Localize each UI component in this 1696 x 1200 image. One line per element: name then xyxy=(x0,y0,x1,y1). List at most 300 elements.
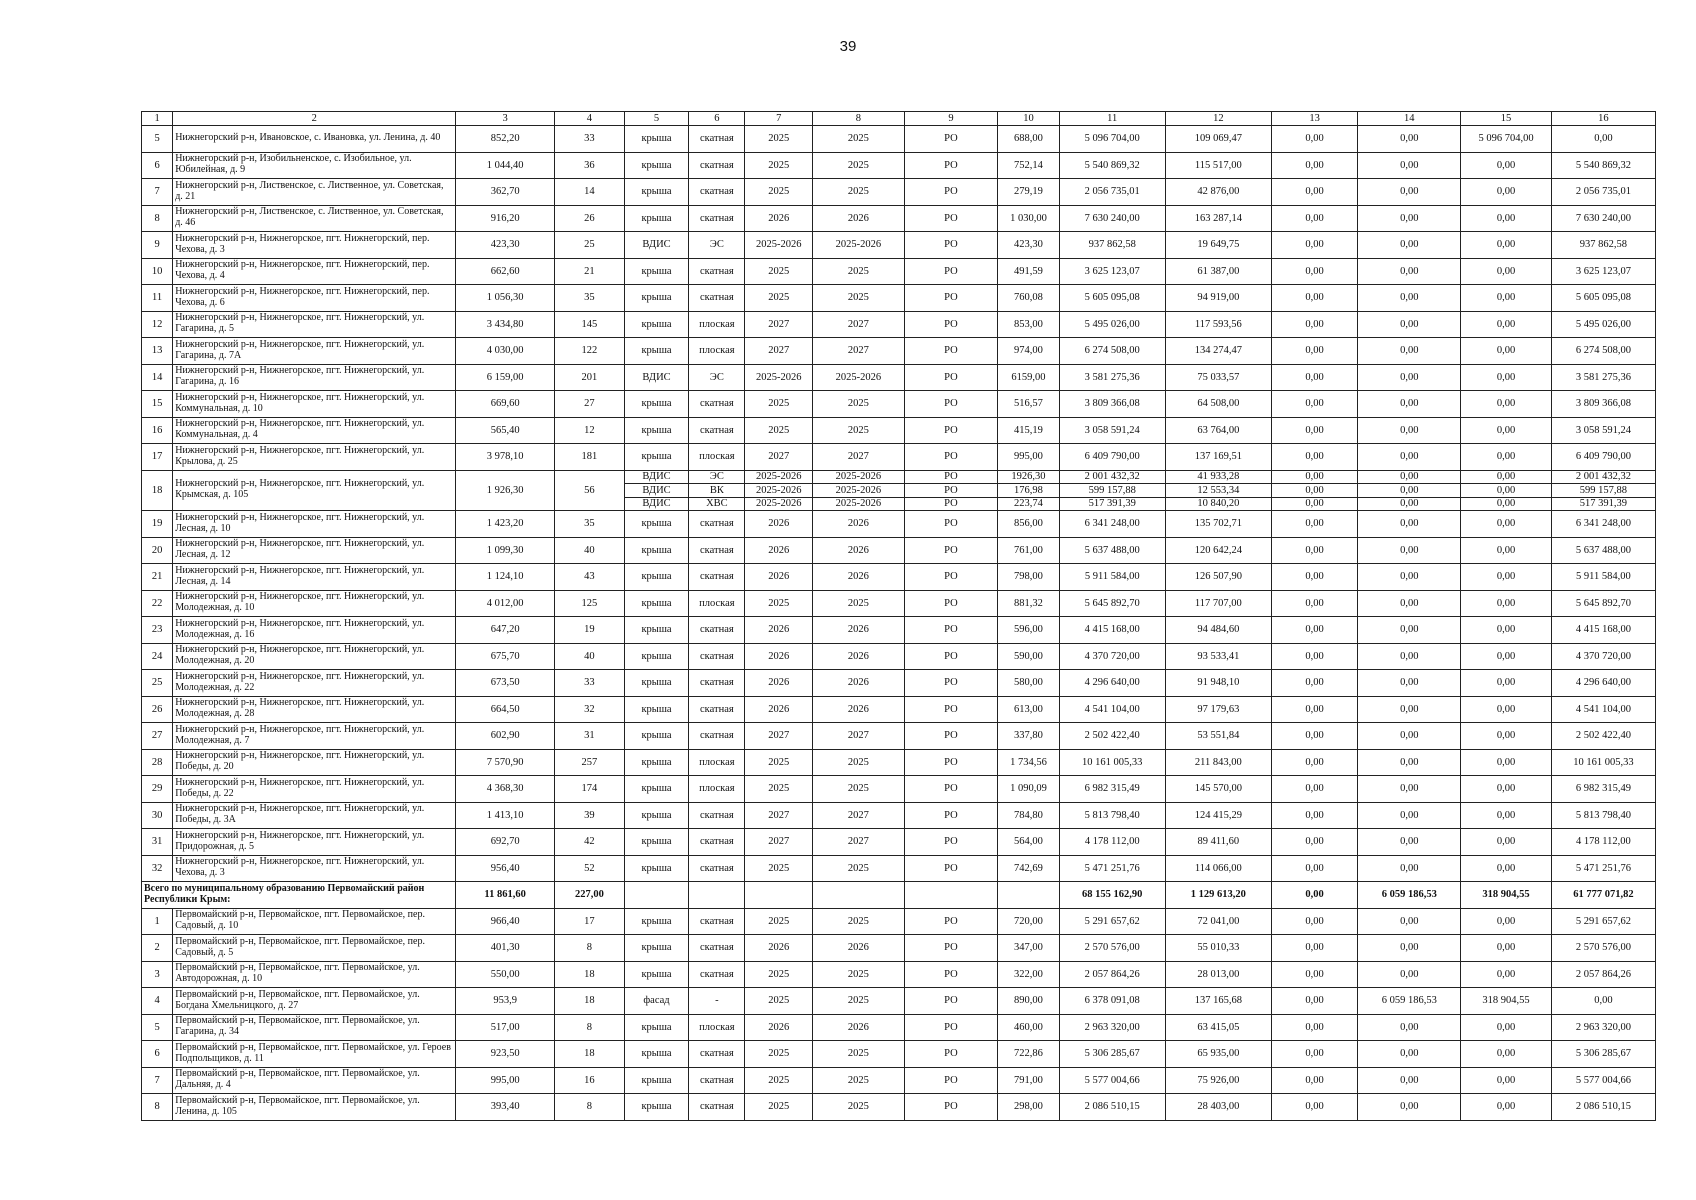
table-cell: крыша xyxy=(624,1041,689,1068)
table-row xyxy=(142,961,1656,988)
table-cell: 0,00 xyxy=(1461,961,1552,988)
table-cell: 4 178 112,00 xyxy=(1059,829,1165,856)
column-header: 13 xyxy=(1271,112,1357,126)
table-cell: крыша xyxy=(624,152,689,179)
table-cell: скатная xyxy=(689,617,745,644)
table-cell: 201 xyxy=(555,364,625,391)
column-header: 16 xyxy=(1551,112,1655,126)
table-cell: 0,00 xyxy=(1461,391,1552,418)
table-cell xyxy=(624,882,689,909)
table-cell: 91 948,10 xyxy=(1165,670,1271,697)
table-cell: 0,00 xyxy=(1461,444,1552,471)
table-cell: 17 xyxy=(555,908,625,935)
table-cell: 5 813 798,40 xyxy=(1059,802,1165,829)
table-cell: 6 059 186,53 xyxy=(1358,988,1461,1015)
table-cell: 0,00 xyxy=(1461,829,1552,856)
table-row xyxy=(142,643,1656,670)
table-cell: скатная xyxy=(689,1067,745,1094)
table-cell: крыша xyxy=(624,338,689,365)
table-cell: 5 495 026,00 xyxy=(1551,311,1655,338)
table-cell xyxy=(689,882,745,909)
table-cell: крыша xyxy=(624,961,689,988)
table-cell: 5 495 026,00 xyxy=(1059,311,1165,338)
table-cell: 2025 xyxy=(813,749,905,776)
table-cell: 21 xyxy=(142,564,173,591)
table-cell: крыша xyxy=(624,179,689,206)
table-cell: ЭС xyxy=(689,364,745,391)
table-cell: 0,00 xyxy=(1461,338,1552,365)
table-cell: 3 809 366,08 xyxy=(1551,391,1655,418)
table-cell: 1 044,40 xyxy=(456,152,555,179)
table-cell: плоская xyxy=(689,1014,745,1041)
table-cell: 2026 xyxy=(813,511,905,538)
table-row xyxy=(142,537,1656,564)
table-cell: 2025 xyxy=(745,285,813,312)
table-cell: 0,00 xyxy=(1271,696,1357,723)
table-cell: 0,00 xyxy=(1271,484,1357,498)
table-cell: ЭС xyxy=(689,232,745,259)
address-cell: Нижнегорский р-н, Нижнегорское, пгт. Нижнегорский, ул. Гагарина, д. 16 xyxy=(173,364,456,391)
table-cell: 0,00 xyxy=(1358,511,1461,538)
table-cell: 31 xyxy=(555,723,625,750)
table-cell: 0,00 xyxy=(1461,776,1552,803)
table-cell: 2025-2026 xyxy=(745,470,813,484)
table-cell: крыша xyxy=(624,855,689,882)
table-cell: 0,00 xyxy=(1358,723,1461,750)
table-cell: 923,50 xyxy=(456,1041,555,1068)
table-cell: 2 xyxy=(142,935,173,962)
table-cell: 2 001 432,32 xyxy=(1551,470,1655,484)
table-cell: РО xyxy=(904,670,998,697)
table-cell: 0,00 xyxy=(1461,723,1552,750)
table-cell: РО xyxy=(904,617,998,644)
table-cell: 890,00 xyxy=(998,988,1059,1015)
table-cell: 2027 xyxy=(745,802,813,829)
table-cell: крыша xyxy=(624,643,689,670)
table-cell: 2 057 864,26 xyxy=(1551,961,1655,988)
table-cell: РО xyxy=(904,855,998,882)
table-cell: 24 xyxy=(142,643,173,670)
table-cell: 0,00 xyxy=(1461,497,1552,511)
table-cell: 117 707,00 xyxy=(1165,590,1271,617)
column-header: 8 xyxy=(813,112,905,126)
table-cell: скатная xyxy=(689,205,745,232)
table-cell: 0,00 xyxy=(1461,537,1552,564)
address-cell: Нижнегорский р-н, Нижнегорское, пгт. Нижнегорский, ул. Коммунальная, д. 4 xyxy=(173,417,456,444)
table-cell: 29 xyxy=(142,776,173,803)
table-cell: 6 059 186,53 xyxy=(1358,882,1461,909)
table-cell: 2027 xyxy=(813,444,905,471)
table-cell: 2026 xyxy=(745,511,813,538)
table-cell: 415,19 xyxy=(998,417,1059,444)
table-cell: 6 378 091,08 xyxy=(1059,988,1165,1015)
table-cell: 75 926,00 xyxy=(1165,1067,1271,1094)
table-cell: скатная xyxy=(689,258,745,285)
table-cell: 7 630 240,00 xyxy=(1059,205,1165,232)
table-cell: 2 056 735,01 xyxy=(1551,179,1655,206)
table-cell: 752,14 xyxy=(998,152,1059,179)
table-cell: 0,00 xyxy=(1358,364,1461,391)
table-cell: 145 xyxy=(555,311,625,338)
table-cell: 63 764,00 xyxy=(1165,417,1271,444)
table-cell: 2 001 432,32 xyxy=(1059,470,1165,484)
table-cell: скатная xyxy=(689,961,745,988)
table-cell: 760,08 xyxy=(998,285,1059,312)
table-cell: 0,00 xyxy=(1271,511,1357,538)
table-cell: 0,00 xyxy=(1271,643,1357,670)
table-cell: 4 030,00 xyxy=(456,338,555,365)
table-cell: 6 341 248,00 xyxy=(1551,511,1655,538)
table-cell: 856,00 xyxy=(998,511,1059,538)
address-cell: Нижнегорский р-н, Лиственское, с. Лиственное, ул. Советская, д. 46 xyxy=(173,205,456,232)
table-cell: 2 502 422,40 xyxy=(1551,723,1655,750)
table-cell: 0,00 xyxy=(1271,776,1357,803)
table-cell: 56 xyxy=(555,470,625,511)
table-cell: 5 540 869,32 xyxy=(1551,152,1655,179)
table-cell: 2 086 510,15 xyxy=(1551,1094,1655,1121)
table-cell: 0,00 xyxy=(1461,511,1552,538)
table-cell: 0,00 xyxy=(1271,617,1357,644)
header-row xyxy=(142,112,1656,126)
table-cell: 0,00 xyxy=(1271,1041,1357,1068)
table-cell: 720,00 xyxy=(998,908,1059,935)
address-cell: Нижнегорский р-н, Нижнегорское, пгт. Нижнегорский, ул. Гагарина, д. 5 xyxy=(173,311,456,338)
table-cell: РО xyxy=(904,470,998,484)
table-cell: 1 099,30 xyxy=(456,537,555,564)
table-cell: крыша xyxy=(624,205,689,232)
table-cell: 4 368,30 xyxy=(456,776,555,803)
table-cell: 0,00 xyxy=(1271,961,1357,988)
table-cell: 2025-2026 xyxy=(745,364,813,391)
table-cell: 2025 xyxy=(813,855,905,882)
address-cell: Нижнегорский р-н, Нижнегорское, пгт. Нижнегорский, ул. Молодежная, д. 7 xyxy=(173,723,456,750)
table-cell: 0,00 xyxy=(1271,1014,1357,1041)
table-cell: плоская xyxy=(689,338,745,365)
table-cell: плоская xyxy=(689,444,745,471)
table-cell: 2027 xyxy=(813,338,905,365)
table-cell: 8 xyxy=(555,1094,625,1121)
table-cell: 23 xyxy=(142,617,173,644)
table-cell: крыша xyxy=(624,723,689,750)
table-cell: РО xyxy=(904,1014,998,1041)
table-cell: 761,00 xyxy=(998,537,1059,564)
table-cell: 2 056 735,01 xyxy=(1059,179,1165,206)
table-cell: 423,30 xyxy=(998,232,1059,259)
column-header: 10 xyxy=(998,112,1059,126)
table-cell: 517 391,39 xyxy=(1059,497,1165,511)
table-cell: 5 096 704,00 xyxy=(1461,126,1552,153)
address-cell: Нижнегорский р-н, Нижнегорское, пгт. Нижнегорский, пер. Чехова, д. 3 xyxy=(173,232,456,259)
table-cell: РО xyxy=(904,205,998,232)
table-cell xyxy=(904,882,998,909)
table-cell: 0,00 xyxy=(1461,484,1552,498)
table-cell: ХВС xyxy=(689,497,745,511)
table-cell: 0,00 xyxy=(1461,205,1552,232)
table-cell: 0,00 xyxy=(1271,988,1357,1015)
table-cell: 18 xyxy=(555,988,625,1015)
table-cell: 2025-2026 xyxy=(813,497,905,511)
table-cell: 0,00 xyxy=(1358,855,1461,882)
table-cell: 2025 xyxy=(813,258,905,285)
table-cell: 1 030,00 xyxy=(998,205,1059,232)
table-cell: 9 xyxy=(142,232,173,259)
table-cell: скатная xyxy=(689,723,745,750)
table-cell: 0,00 xyxy=(1358,1094,1461,1121)
table-cell: РО xyxy=(904,590,998,617)
table-cell: 0,00 xyxy=(1358,205,1461,232)
table-cell: 2 086 510,15 xyxy=(1059,1094,1165,1121)
table-cell: 2026 xyxy=(813,1014,905,1041)
table-cell: 460,00 xyxy=(998,1014,1059,1041)
table-cell: 109 069,47 xyxy=(1165,126,1271,153)
table-cell: 5 291 657,62 xyxy=(1551,908,1655,935)
table-cell: 5 911 584,00 xyxy=(1551,564,1655,591)
table-cell: 25 xyxy=(142,670,173,697)
address-cell: Первомайский р-н, Первомайское, пгт. Первомайское, ул. Ленина, д. 105 xyxy=(173,1094,456,1121)
table-row xyxy=(142,417,1656,444)
table-cell: плоская xyxy=(689,311,745,338)
table-cell: 2025 xyxy=(813,1094,905,1121)
table-cell: РО xyxy=(904,338,998,365)
table-cell: 16 xyxy=(142,417,173,444)
table-row xyxy=(142,1014,1656,1041)
table-cell: 423,30 xyxy=(456,232,555,259)
table-cell: 937 862,58 xyxy=(1059,232,1165,259)
table-cell: скатная xyxy=(689,417,745,444)
table-cell: 6 xyxy=(142,1041,173,1068)
table-cell: РО xyxy=(904,723,998,750)
table-row xyxy=(142,696,1656,723)
table-cell: 1 129 613,20 xyxy=(1165,882,1271,909)
table-cell: 1 090,09 xyxy=(998,776,1059,803)
table-cell: 8 xyxy=(142,205,173,232)
table-cell: крыша xyxy=(624,590,689,617)
table-cell: крыша xyxy=(624,1094,689,1121)
table-cell: 4 296 640,00 xyxy=(1551,670,1655,697)
table-cell: скатная xyxy=(689,179,745,206)
address-cell: Нижнегорский р-н, Нижнегорское, пгт. Нижнегорский, ул. Лесная, д. 14 xyxy=(173,564,456,591)
table-cell: 596,00 xyxy=(998,617,1059,644)
table-cell: 6 xyxy=(142,152,173,179)
address-cell: Нижнегорский р-н, Нижнегорское, пгт. Нижнегорский, ул. Победы, д. 3А xyxy=(173,802,456,829)
table-cell: 117 593,56 xyxy=(1165,311,1271,338)
table-cell: 956,40 xyxy=(456,855,555,882)
table-cell: 4 012,00 xyxy=(456,590,555,617)
table-cell: 30 xyxy=(142,802,173,829)
table-cell: скатная xyxy=(689,855,745,882)
table-cell: скатная xyxy=(689,643,745,670)
table-cell: ВДИС xyxy=(624,232,689,259)
table-cell: 0,00 xyxy=(1358,497,1461,511)
table-cell: 52 xyxy=(555,855,625,882)
table-cell: 135 702,71 xyxy=(1165,511,1271,538)
table-cell: ВДИС xyxy=(624,497,689,511)
table-cell: 2026 xyxy=(813,537,905,564)
table-cell: 4 415 168,00 xyxy=(1059,617,1165,644)
table-cell: 0,00 xyxy=(1461,564,1552,591)
table-cell: РО xyxy=(904,179,998,206)
table-cell: 2025-2026 xyxy=(813,364,905,391)
table-cell: 137 169,51 xyxy=(1165,444,1271,471)
table-cell: 0,00 xyxy=(1358,908,1461,935)
address-cell: Нижнегорский р-н, Нижнегорское, пгт. Нижнегорский, ул. Лесная, д. 12 xyxy=(173,537,456,564)
table-cell: ВДИС xyxy=(624,470,689,484)
table-cell: 0,00 xyxy=(1461,643,1552,670)
table-cell: 31 xyxy=(142,829,173,856)
table-row xyxy=(142,205,1656,232)
table-cell: 318 904,55 xyxy=(1461,882,1552,909)
table-cell: 565,40 xyxy=(456,417,555,444)
table-cell: крыша xyxy=(624,670,689,697)
table-cell: 3 625 123,07 xyxy=(1059,258,1165,285)
table-cell: 0,00 xyxy=(1271,802,1357,829)
table-cell: скатная xyxy=(689,152,745,179)
table-cell: 393,40 xyxy=(456,1094,555,1121)
table-cell: 42 xyxy=(555,829,625,856)
table-cell: крыша xyxy=(624,776,689,803)
table-cell: 211 843,00 xyxy=(1165,749,1271,776)
table-cell: плоская xyxy=(689,776,745,803)
table-cell: 0,00 xyxy=(1358,152,1461,179)
table-cell: 126 507,90 xyxy=(1165,564,1271,591)
table-cell: 2025 xyxy=(813,1067,905,1094)
table-cell: 2027 xyxy=(745,444,813,471)
table-cell: 5 291 657,62 xyxy=(1059,908,1165,935)
table-cell: 0,00 xyxy=(1271,417,1357,444)
table-cell: 279,19 xyxy=(998,179,1059,206)
table-cell: 362,70 xyxy=(456,179,555,206)
table-cell: 3 809 366,08 xyxy=(1059,391,1165,418)
table-cell: - xyxy=(689,988,745,1015)
table-cell: скатная xyxy=(689,670,745,697)
table-cell: ЭС xyxy=(689,470,745,484)
table-cell: 2025 xyxy=(813,126,905,153)
table-cell: 664,50 xyxy=(456,696,555,723)
table-cell: 0,00 xyxy=(1461,670,1552,697)
table-cell: 516,57 xyxy=(998,391,1059,418)
table-cell: РО xyxy=(904,444,998,471)
table-cell: 3 434,80 xyxy=(456,311,555,338)
table-cell: 134 274,47 xyxy=(1165,338,1271,365)
table-cell: 12 553,34 xyxy=(1165,484,1271,498)
table-cell: 0,00 xyxy=(1358,696,1461,723)
table-cell: 0,00 xyxy=(1271,470,1357,484)
table-cell: скатная xyxy=(689,511,745,538)
table-cell: 0,00 xyxy=(1461,232,1552,259)
table-cell: 0,00 xyxy=(1358,391,1461,418)
table-cell: РО xyxy=(904,285,998,312)
table-cell xyxy=(745,882,813,909)
table-cell: 3 058 591,24 xyxy=(1059,417,1165,444)
table-cell: 0,00 xyxy=(1461,470,1552,484)
column-header: 2 xyxy=(173,112,456,126)
table-cell: 0,00 xyxy=(1271,723,1357,750)
table-cell: РО xyxy=(904,311,998,338)
column-header: 1 xyxy=(142,112,173,126)
table-cell: 4 xyxy=(142,988,173,1015)
table-cell: 0,00 xyxy=(1358,643,1461,670)
table-cell: 550,00 xyxy=(456,961,555,988)
table-cell: 0,00 xyxy=(1461,617,1552,644)
table-cell: РО xyxy=(904,908,998,935)
column-header: 14 xyxy=(1358,112,1461,126)
table-cell: 19 xyxy=(142,511,173,538)
table-cell: 7 630 240,00 xyxy=(1551,205,1655,232)
table-cell: 2025 xyxy=(745,1041,813,1068)
table-cell: 94 919,00 xyxy=(1165,285,1271,312)
table-cell: 42 876,00 xyxy=(1165,179,1271,206)
table-cell: РО xyxy=(904,391,998,418)
table-cell: 2026 xyxy=(745,696,813,723)
table-cell: 2025 xyxy=(745,258,813,285)
table-cell: скатная xyxy=(689,564,745,591)
table-cell: скатная xyxy=(689,391,745,418)
table-cell: 2027 xyxy=(813,723,905,750)
table-cell: 995,00 xyxy=(456,1067,555,1094)
table-cell: 2025 xyxy=(813,590,905,617)
table-cell: скатная xyxy=(689,285,745,312)
table-cell: 176,98 xyxy=(998,484,1059,498)
column-header: 15 xyxy=(1461,112,1552,126)
table-cell: 36 xyxy=(555,152,625,179)
table-cell: 35 xyxy=(555,511,625,538)
table-cell: 2025-2026 xyxy=(813,484,905,498)
table-cell: 4 370 720,00 xyxy=(1059,643,1165,670)
table-cell: 6 341 248,00 xyxy=(1059,511,1165,538)
table-cell: 5 577 004,66 xyxy=(1551,1067,1655,1094)
table-cell: 0,00 xyxy=(1271,311,1357,338)
table-cell: 0,00 xyxy=(1461,908,1552,935)
data-table xyxy=(141,111,1656,1121)
table-cell: 61 777 071,82 xyxy=(1551,882,1655,909)
table-cell: 613,00 xyxy=(998,696,1059,723)
table-cell: 602,90 xyxy=(456,723,555,750)
table-cell: 3 058 591,24 xyxy=(1551,417,1655,444)
table-cell: 0,00 xyxy=(1461,855,1552,882)
table-cell: 564,00 xyxy=(998,829,1059,856)
table-cell: 181 xyxy=(555,444,625,471)
table-cell: 798,00 xyxy=(998,564,1059,591)
table-cell: 125 xyxy=(555,590,625,617)
table-cell: крыша xyxy=(624,444,689,471)
table-cell: 4 296 640,00 xyxy=(1059,670,1165,697)
table-cell: 10 161 005,33 xyxy=(1551,749,1655,776)
table-cell: 8 xyxy=(555,935,625,962)
table-cell: 0,00 xyxy=(1271,908,1357,935)
table-cell: 0,00 xyxy=(1271,364,1357,391)
table-row xyxy=(142,1067,1656,1094)
total-row xyxy=(142,882,1656,909)
table-cell: 5 xyxy=(142,126,173,153)
table-cell: 40 xyxy=(555,643,625,670)
table-cell: 10 161 005,33 xyxy=(1059,749,1165,776)
table-cell: 43 xyxy=(555,564,625,591)
address-cell: Нижнегорский р-н, Ивановское, с. Ивановка, ул. Ленина, д. 40 xyxy=(173,126,456,153)
table-cell: 0,00 xyxy=(1271,537,1357,564)
address-cell: Нижнегорский р-н, Нижнегорское, пгт. Нижнегорский, ул. Придорожная, д. 5 xyxy=(173,829,456,856)
table-cell: крыша xyxy=(624,417,689,444)
table-cell: 662,60 xyxy=(456,258,555,285)
table-cell: 491,59 xyxy=(998,258,1059,285)
table-cell: 26 xyxy=(555,205,625,232)
table-cell: 2025-2026 xyxy=(745,232,813,259)
table-cell: 2025 xyxy=(813,1041,905,1068)
table-cell: 974,00 xyxy=(998,338,1059,365)
table-cell: 0,00 xyxy=(1271,855,1357,882)
address-cell: Первомайский р-н, Первомайское, пгт. Первомайское, ул. Автодорожная, д. 10 xyxy=(173,961,456,988)
table-cell: 0,00 xyxy=(1358,537,1461,564)
table-cell: плоская xyxy=(689,590,745,617)
